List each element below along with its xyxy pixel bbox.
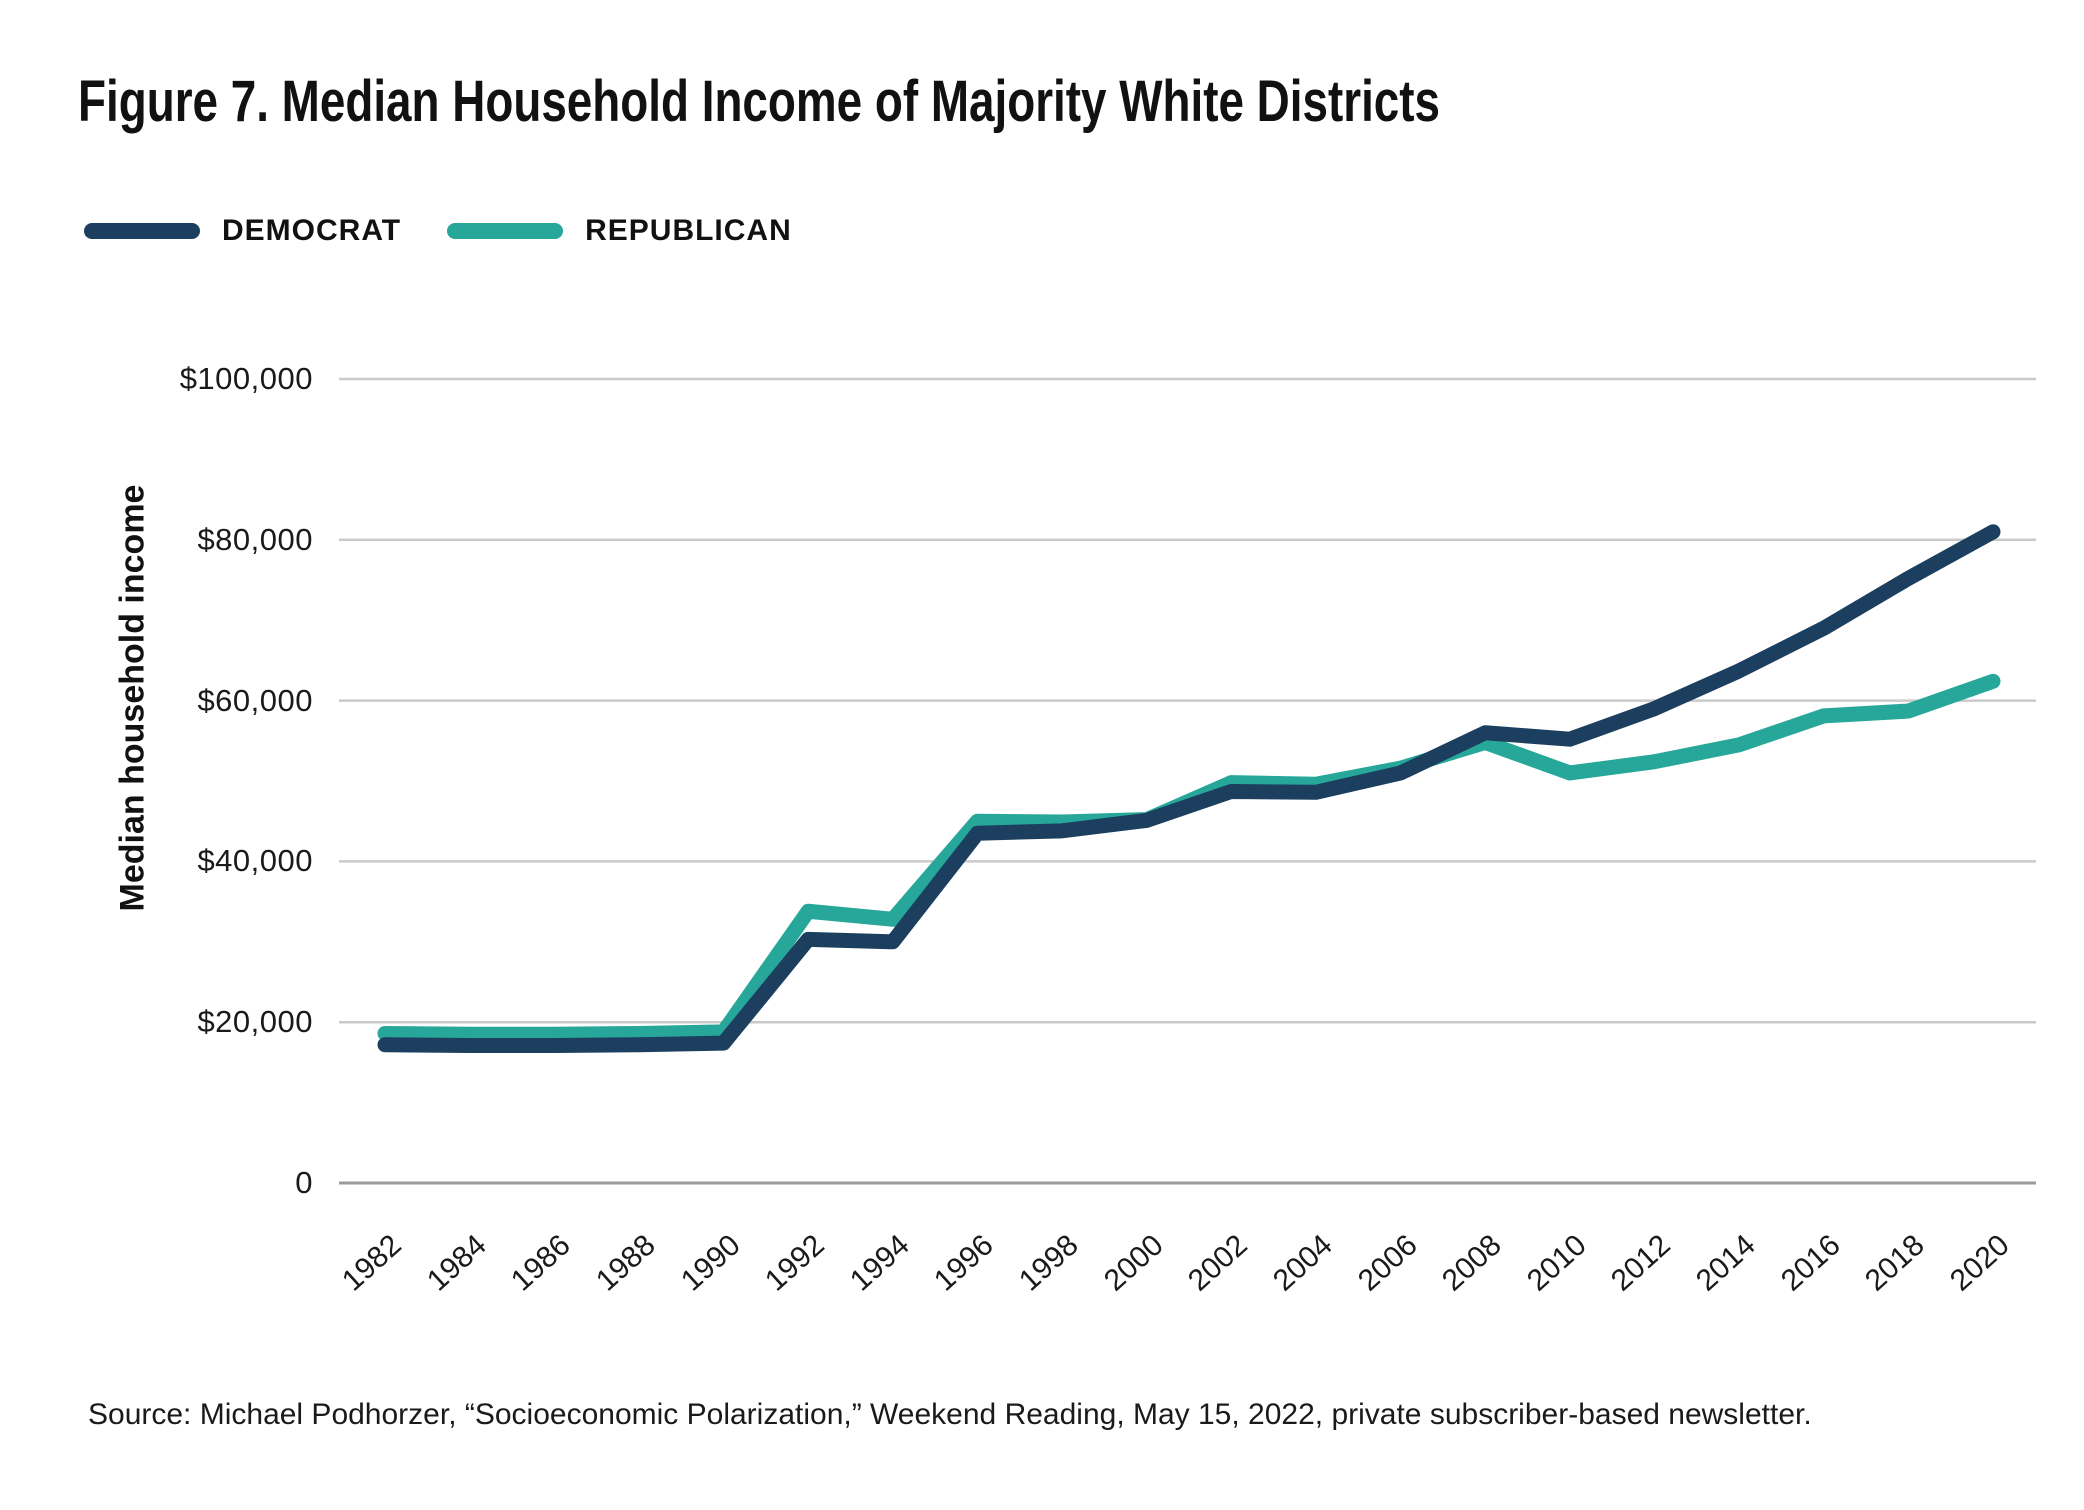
y-tick-label: $20,000 xyxy=(197,1004,313,1040)
x-tick-label: 1998 xyxy=(1013,1228,1085,1298)
x-tick-label: 2018 xyxy=(1859,1228,1932,1298)
y-tick-label: $40,000 xyxy=(197,843,313,879)
democrat-legend-label: DEMOCRAT xyxy=(222,214,402,247)
x-tick-label: 1996 xyxy=(928,1228,1001,1298)
x-tick-label: 2008 xyxy=(1436,1228,1508,1298)
republican-legend-label: REPUBLICAN xyxy=(585,214,792,247)
x-tick-label: 2010 xyxy=(1520,1228,1593,1298)
x-tick-label: 2002 xyxy=(1182,1228,1255,1298)
democrat-line xyxy=(385,532,1993,1046)
x-tick-label: 2000 xyxy=(1097,1228,1170,1298)
x-tick-label: 1990 xyxy=(674,1228,747,1298)
y-tick-label: $80,000 xyxy=(197,521,313,557)
x-tick-label: 2014 xyxy=(1690,1228,1762,1298)
x-tick-label: 1992 xyxy=(759,1228,831,1298)
x-tick-label: 1986 xyxy=(505,1228,577,1298)
x-tick-label: 1984 xyxy=(420,1228,493,1298)
x-tick-label: 2020 xyxy=(1944,1228,2016,1298)
x-tick-label: 1994 xyxy=(843,1228,916,1298)
x-tick-label: 2004 xyxy=(1266,1228,1339,1298)
republican-line xyxy=(385,681,1993,1034)
figure-title: Figure 7. Median Household Income of Majority White Districts xyxy=(78,69,1441,134)
y-tick-label: 0 xyxy=(295,1165,313,1200)
x-tick-label: 2006 xyxy=(1351,1228,1424,1298)
x-tick-label: 2016 xyxy=(1774,1228,1847,1298)
y-tick-label: $100,000 xyxy=(179,361,313,396)
x-tick-label: 2012 xyxy=(1605,1228,1678,1298)
y-tick-label: $60,000 xyxy=(197,682,313,718)
x-tick-label: 1982 xyxy=(336,1228,408,1298)
source-note: Source: Michael Podhorzer, “Socioeconomic Polarization,” Weekend Reading, May 15, 2022, private subscriber-based newsletter. xyxy=(88,1398,1812,1431)
y-axis-title: Median household income xyxy=(113,484,152,912)
x-tick-label: 1988 xyxy=(589,1228,662,1298)
